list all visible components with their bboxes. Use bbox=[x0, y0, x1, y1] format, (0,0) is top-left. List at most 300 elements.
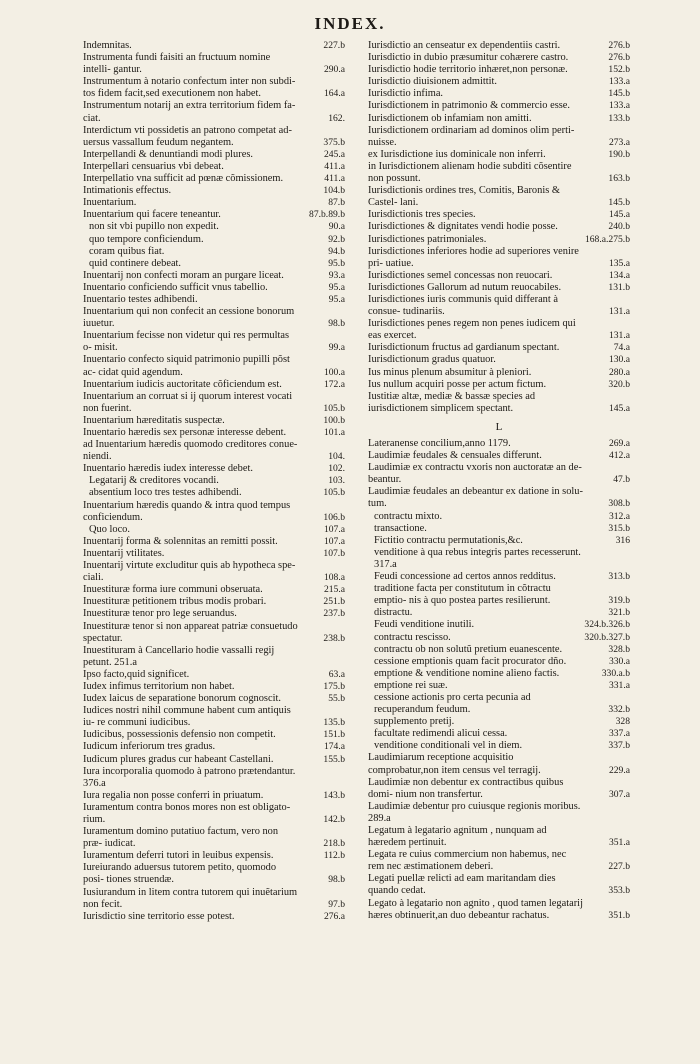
entry-text: Iura regalia non posse conferri in priuatum. bbox=[83, 789, 264, 801]
entry-text: cessione actionis pro certa pecunia ad recuperandum feudum. bbox=[374, 691, 531, 716]
page-reference: 145.b bbox=[608, 88, 630, 100]
index-entry bbox=[83, 584, 345, 596]
index-entry bbox=[83, 439, 345, 463]
page-reference: 218.b bbox=[323, 838, 345, 850]
index-entry bbox=[83, 246, 345, 258]
index-entry bbox=[83, 536, 345, 548]
page-reference: 101.a bbox=[323, 427, 345, 438]
page-reference: 315.b bbox=[608, 522, 630, 534]
index-entry bbox=[368, 801, 630, 825]
entry-text: Iurisdictionem in patrimonio & commercio esse. bbox=[368, 100, 570, 112]
entry-text: Inuentarij non confecti moram an purgare liceat. bbox=[83, 269, 284, 281]
page-reference: 330.a.b bbox=[601, 667, 630, 679]
page-reference: 168.a.275.b bbox=[584, 233, 630, 245]
entry-text: Legatarij & creditores vocandi. bbox=[89, 475, 219, 487]
index-entry bbox=[368, 825, 630, 849]
entry-text: ad Inuentarium hæredis quomodo creditores conue- niendi. bbox=[83, 439, 298, 463]
page-reference: 107.b bbox=[323, 547, 345, 559]
entry-text: non sit vbi pupillo non expedit. bbox=[89, 221, 219, 233]
page-reference: 320.b bbox=[608, 378, 630, 390]
page-reference: 106.b bbox=[323, 511, 345, 523]
page-reference: 130.a bbox=[608, 354, 630, 366]
page-reference: 175.b bbox=[323, 680, 345, 692]
index-entry bbox=[83, 887, 345, 911]
page-reference: 240.b bbox=[608, 221, 630, 233]
entry-text: Inuentario conficiendo sufficit vnus tabellio. bbox=[83, 281, 268, 293]
index-entry bbox=[83, 427, 345, 439]
index-entry bbox=[83, 282, 345, 294]
index-entry bbox=[368, 668, 630, 680]
entry-text: Ius nullum acquiri posse per actum fictum. bbox=[368, 378, 547, 390]
entry-text: Iurisdictionem ob infamiam non amitti. bbox=[368, 112, 532, 124]
entry-text: Ipso facto,quid significet. bbox=[83, 668, 190, 680]
entry-text: Inuentarij forma & solennitas an remitti possit. bbox=[83, 535, 278, 547]
page-reference: 328.b bbox=[608, 643, 630, 655]
page-reference: 55.b bbox=[328, 693, 345, 705]
index-entry bbox=[83, 802, 345, 826]
entry-text: Iurisdictiones inferiores hodie ad superiores venire pri- uatiue. bbox=[368, 245, 579, 269]
page-reference: 95.a bbox=[328, 281, 345, 293]
page-reference: 95.a bbox=[328, 293, 345, 305]
entry-text: Iurisdictiones & dignitates vendi hodie posse. bbox=[368, 221, 558, 233]
page-reference: 269.a bbox=[608, 438, 630, 449]
entry-text: Iudicum plures gradus cur habeant Castellani. bbox=[83, 753, 274, 765]
index-entry bbox=[83, 173, 345, 185]
index-entry bbox=[368, 113, 630, 125]
entry-text: Inuentarij virtute excluditur quis ab hypotheca spe- ciali. bbox=[83, 560, 296, 584]
page-reference: 290.a bbox=[323, 64, 345, 76]
page-reference: 102. bbox=[328, 463, 345, 475]
page-reference: 135.a bbox=[608, 257, 630, 269]
entry-text: Iudicum inferiorum tres gradus. bbox=[83, 741, 216, 753]
page-reference: 353.b bbox=[608, 885, 630, 897]
entry-text: Inuestituræ tenor si non appareat patriæ consuetudo spectatur. bbox=[83, 620, 298, 644]
page-reference: 174.a bbox=[323, 741, 345, 753]
index-entry bbox=[83, 306, 345, 330]
page-reference: 103. bbox=[328, 475, 345, 487]
page-reference: 95.b bbox=[328, 257, 345, 269]
page-reference: 98.b bbox=[328, 318, 345, 330]
page-reference: 411.a bbox=[324, 160, 345, 172]
page-reference: 100.a bbox=[323, 366, 345, 378]
index-entry bbox=[83, 500, 345, 524]
index-entry bbox=[368, 644, 630, 656]
index-entry bbox=[83, 766, 345, 790]
entry-text: venditione conditionali vel in diem. bbox=[374, 740, 523, 752]
index-entry bbox=[368, 752, 630, 776]
entry-text: Inuentarium hæreditatis suspectæ. bbox=[83, 414, 225, 426]
index-entry bbox=[83, 729, 345, 741]
entry-text: Iurisdictiones patrimoniales. bbox=[368, 233, 487, 245]
index-column-right bbox=[368, 40, 630, 922]
page-reference: 276.a bbox=[323, 910, 345, 922]
entry-text: Iustitiæ altæ, mediæ & bassæ species ad iurisdictionem simplicem spectant. bbox=[368, 390, 536, 414]
index-entry bbox=[83, 487, 345, 499]
entry-text: Iudicibus, possessionis defensio non competit. bbox=[83, 729, 276, 741]
page-reference: 131.a bbox=[608, 306, 630, 318]
index-entry bbox=[83, 100, 345, 124]
page-reference: 105.b bbox=[323, 487, 345, 499]
index-entry bbox=[83, 560, 345, 584]
index-entry bbox=[83, 693, 345, 705]
entry-text: Interpellandi & denuntiandi modi plures. bbox=[83, 148, 253, 160]
entry-text: Inuentario hæredis iudex interesse debet. bbox=[83, 463, 253, 475]
index-entry bbox=[368, 583, 630, 607]
index-entry bbox=[368, 680, 630, 692]
index-entry bbox=[368, 450, 630, 462]
page-reference: 330.a bbox=[608, 655, 630, 667]
page-reference: 134.a bbox=[608, 269, 630, 281]
index-entry bbox=[83, 705, 345, 729]
page-reference: 313.b bbox=[608, 571, 630, 583]
entry-text: Iurisdictiones penes regem non penes iudicem qui eas exercet. bbox=[368, 318, 576, 342]
entry-text: Inuentarium iudicis auctoritate cõficiendum est. bbox=[83, 378, 282, 390]
page-reference: 133.a bbox=[608, 100, 630, 112]
index-entry bbox=[368, 391, 630, 415]
section-letter: L bbox=[495, 420, 503, 433]
page-reference: 145.b bbox=[608, 197, 630, 209]
entry-text: Laudimiæ feudales an debeantur ex datione in solu- tum. bbox=[368, 486, 583, 510]
entry-text: facultate redimendi alicui cessa. bbox=[374, 728, 508, 740]
entry-text: Inuentarium. bbox=[83, 197, 137, 209]
index-entry bbox=[83, 548, 345, 560]
page-reference: 320.b.327.b bbox=[584, 631, 630, 643]
entry-text: Instrumentum notarij an extra territorium fidem fa- ciat. bbox=[83, 100, 296, 124]
index-entry bbox=[83, 669, 345, 681]
entry-text: Fictitio contractu permutationis,&c. bbox=[374, 534, 523, 546]
entry-text: Iudex laicus de separatione bonorum cognoscit. bbox=[83, 693, 281, 705]
page-reference: 142.b bbox=[323, 814, 345, 825]
page-reference: 133.b bbox=[608, 112, 630, 124]
index-entry bbox=[368, 88, 630, 100]
index-entry bbox=[83, 270, 345, 282]
page-reference: 99.a bbox=[328, 342, 345, 354]
index-entry bbox=[368, 619, 630, 631]
page-reference: 351.b bbox=[608, 909, 630, 921]
index-entry bbox=[83, 826, 345, 850]
entry-text: Legata re cuius commercium non habemus, nec rem nec æstimationem deberi. bbox=[368, 849, 567, 873]
page-reference: 104.b bbox=[323, 185, 345, 197]
index-entry bbox=[368, 76, 630, 88]
entry-text: Iureiurando aduersus tutorem petito, quomodo posi- tiones struendæ. bbox=[83, 862, 277, 886]
page-reference: 308.b bbox=[608, 498, 630, 510]
index-entry bbox=[368, 716, 630, 728]
entry-text: Iuramentum domino putatiuo factum, vero non præ- iudicat. bbox=[83, 826, 279, 850]
page-reference: 107.a bbox=[323, 523, 345, 535]
page-reference: 238.b bbox=[323, 632, 345, 644]
page-reference: 163.b bbox=[608, 173, 630, 185]
entry-text: Inuentarium fecisse non videtur qui res permultas o- misit. bbox=[83, 330, 290, 354]
page-reference: 162. bbox=[328, 112, 345, 124]
index-entry bbox=[83, 209, 345, 221]
page-reference: 227.b bbox=[323, 40, 345, 51]
entry-text: Iurisdictionem ordinariam ad dominos olim perti- nuisse. bbox=[368, 124, 575, 148]
index-entry bbox=[368, 873, 630, 897]
entry-text: Iusiurandum in litem contra tutorem qui inuẽtarium non fecit. bbox=[83, 886, 298, 910]
index-entry bbox=[83, 475, 345, 487]
index-entry bbox=[368, 486, 630, 510]
entry-text: Iurisdictiones semel concessas non reuocari. bbox=[368, 269, 553, 281]
page-reference: 316 bbox=[615, 534, 630, 546]
index-entry bbox=[83, 741, 345, 753]
entry-text: emptione rei suæ. bbox=[374, 679, 448, 691]
page-reference: 172.a bbox=[323, 378, 345, 390]
page-reference: 93.a bbox=[328, 269, 345, 281]
index-entry bbox=[368, 571, 630, 583]
index-entry bbox=[83, 379, 345, 391]
index-entry bbox=[368, 40, 630, 52]
index-entry bbox=[368, 379, 630, 391]
page-reference: 332.b bbox=[608, 704, 630, 716]
entry-text: coram quibus fiat. bbox=[89, 245, 165, 257]
page-reference: 331.a bbox=[608, 679, 630, 691]
entry-text: quo tempore conficiendum. bbox=[89, 233, 204, 245]
index-entry bbox=[83, 681, 345, 693]
index-entry bbox=[368, 64, 630, 76]
entry-text: Inuestituræ forma iure communi obseruata. bbox=[83, 584, 263, 596]
index-entry bbox=[83, 161, 345, 173]
page-reference: 98.b bbox=[328, 874, 345, 886]
index-entry bbox=[83, 125, 345, 149]
page-reference: 105.b bbox=[323, 402, 345, 414]
page-reference: 276.b bbox=[608, 52, 630, 64]
index-entry bbox=[368, 234, 630, 246]
entry-text: Legati puellæ relicti ad eam maritandam dies quando cedat. bbox=[368, 873, 556, 897]
index-entry bbox=[368, 100, 630, 112]
index-entry bbox=[83, 850, 345, 862]
index-entry bbox=[83, 911, 345, 923]
index-entry bbox=[368, 52, 630, 64]
entry-text: Iura incorporalia quomodo à patrono prætendantur. 376.a bbox=[83, 765, 296, 789]
entry-text: Laudimiæ debentur pro cuiusque regionis moribus. 289.a bbox=[368, 800, 581, 824]
page-reference: 280.a bbox=[608, 366, 630, 378]
entry-text: Intimationis effectus. bbox=[83, 185, 172, 197]
page-reference: 190.b bbox=[608, 148, 630, 160]
page-reference: 229.a bbox=[608, 764, 630, 776]
entry-text: Legato à legatario non agnito , quod tamen legatarij hæres obtinuerit,an duo debeantur rachatus. bbox=[368, 897, 583, 921]
page-reference: 107.a bbox=[323, 535, 345, 547]
page-reference: 152.b bbox=[608, 64, 630, 76]
index-entry bbox=[368, 523, 630, 535]
page-reference: 145.a bbox=[608, 209, 630, 221]
entry-text: Iurisdictiones iuris communis quid differant à consue- tudinariis. bbox=[368, 293, 558, 318]
page-reference: 245.a bbox=[323, 148, 345, 160]
page-reference: 47.b bbox=[613, 474, 630, 486]
index-entry bbox=[83, 608, 345, 620]
entry-text: Iurisdictionum fructus ad gardianum spectant. bbox=[368, 342, 560, 354]
index-entry bbox=[368, 342, 630, 354]
page-reference: 251.b bbox=[323, 596, 345, 608]
index-entry bbox=[83, 524, 345, 536]
entry-text: Iurisdictionis tres species. bbox=[368, 209, 476, 221]
index-entry bbox=[83, 754, 345, 766]
entry-text: venditione à qua rebus integris partes recesserunt. 317.a bbox=[374, 546, 581, 570]
page-reference: 324.b.326.b bbox=[584, 619, 630, 631]
entry-text: Inuentario confecto siquid patrimonio pupilli põst ac- cidat quid agendum. bbox=[83, 354, 290, 378]
index-entry bbox=[83, 330, 345, 354]
index-entry bbox=[368, 209, 630, 221]
page-reference: 155.b bbox=[323, 753, 345, 765]
entry-text: Laudimiæ feudales & censuales differunt. bbox=[368, 450, 542, 462]
index-entry bbox=[368, 535, 630, 547]
page-reference: 87.b bbox=[328, 197, 345, 209]
page-reference: 227.b bbox=[608, 861, 630, 873]
entry-text: Ius minus plenum absumitur à pleniori. bbox=[368, 366, 532, 378]
page-reference: 87.b.89.b bbox=[309, 209, 345, 221]
entry-text: absentium loco tres testes adhibendi. bbox=[89, 487, 242, 499]
entry-text: Inuentario hæredis sex personæ interesse debent. bbox=[83, 427, 287, 438]
index-entry bbox=[368, 849, 630, 873]
index-entry bbox=[368, 270, 630, 282]
entry-text: Inuentarij vtilitates. bbox=[83, 547, 165, 559]
page-reference: 328 bbox=[615, 716, 630, 728]
entry-text: Iurisdictio an censeatur ex dependentiis castri. bbox=[368, 40, 561, 51]
index-entry bbox=[83, 52, 345, 76]
page-reference: 375.b bbox=[323, 136, 345, 148]
entry-text: Iurisdictiones Gallorum ad nutum reuocabiles. bbox=[368, 281, 562, 293]
page-title: INDEX. bbox=[314, 14, 386, 33]
entry-text: Iuramentum deferri tutori in leuibus expensis. bbox=[83, 850, 274, 862]
entry-text: transactione. bbox=[374, 522, 427, 534]
entry-text: Inuentarium hæredis quando & intra quod tempus conficiendum. bbox=[83, 499, 291, 523]
page-reference: 90.a bbox=[328, 221, 345, 233]
index-entry bbox=[83, 197, 345, 209]
page-reference: 215.a bbox=[323, 584, 345, 596]
index-entry bbox=[368, 185, 630, 209]
index-entry bbox=[83, 294, 345, 306]
page-reference: 411.a bbox=[324, 173, 345, 185]
index-entry bbox=[83, 185, 345, 197]
entry-text: Inuentarium qui facere teneantur. bbox=[83, 209, 221, 221]
entry-text: contractu mixto. bbox=[374, 510, 443, 522]
page-reference: 131.b bbox=[608, 281, 630, 293]
page-reference: 276.b bbox=[608, 40, 630, 51]
index-entry bbox=[83, 596, 345, 608]
page-reference: 104. bbox=[328, 451, 345, 463]
index-entry bbox=[368, 547, 630, 571]
entry-text: Laudimiæ non debentur ex contractibus quibus domi- nium non transfertur. bbox=[368, 776, 564, 800]
page-reference: 108.a bbox=[323, 572, 345, 584]
index-entry bbox=[368, 367, 630, 379]
index-entry bbox=[368, 149, 630, 161]
index-entry bbox=[368, 632, 630, 644]
entry-text: Indemnitas. bbox=[83, 40, 132, 51]
index-entry bbox=[368, 728, 630, 740]
entry-text: Interpellari censuarius vbi debeat. bbox=[83, 160, 224, 172]
entry-text: Iurisdictio sine territorio esse potest. bbox=[83, 910, 235, 922]
index-entry bbox=[83, 76, 345, 100]
entry-text: emptione & venditione nomine alieno factis. bbox=[374, 667, 560, 679]
index-entry bbox=[83, 258, 345, 270]
entry-text: Inuentarium an corruat si ij quorum interest vocati non fuerint. bbox=[83, 390, 293, 414]
index-entry bbox=[368, 898, 630, 922]
entry-text: Laudimiæ ex contractu vxoris non auctoratæ an de- beantur. bbox=[368, 462, 582, 486]
entry-text: Feudi venditione inutili. bbox=[374, 619, 475, 631]
entry-text: Iurisdictio diuisionem admittit. bbox=[368, 76, 498, 88]
index-entry bbox=[368, 294, 630, 318]
index-entry bbox=[368, 511, 630, 523]
entry-text: ex Iurisdictione ius dominicale non inferri. bbox=[368, 148, 546, 160]
entry-text: supplemento pretij. bbox=[374, 716, 455, 728]
index-entry bbox=[368, 740, 630, 752]
page-reference: 321.b bbox=[608, 607, 630, 619]
entry-text: cessione emptionis quam facit procurator dño. bbox=[374, 655, 567, 667]
index-entry bbox=[368, 354, 630, 366]
index-entry bbox=[83, 221, 345, 233]
index-entry bbox=[368, 246, 630, 270]
entry-text: Iudices nostri nihil commune habent cum antiquis iu- re communi iudicibus. bbox=[83, 705, 291, 729]
entry-text: Instrumenta fundi faisiti an fructuum nomine intelli- gantur. bbox=[83, 52, 271, 76]
entry-text: distractu. bbox=[374, 607, 413, 619]
entry-text: Feudi concessione ad certos annos redditus. bbox=[374, 571, 556, 583]
entry-text: Interpellatio vna sufficit ad pœnæ cõmissionem. bbox=[83, 173, 284, 185]
index-entry bbox=[368, 692, 630, 716]
index-entry bbox=[83, 149, 345, 161]
page-reference: 131.a bbox=[608, 330, 630, 342]
entry-text: contractu rescisso. bbox=[374, 631, 451, 643]
index-entry bbox=[83, 40, 345, 52]
index-entry bbox=[83, 415, 345, 427]
entry-text: Instrumentum à notario confectum inter non subdi- tos fidem facit,sed executionem non habet. bbox=[83, 76, 296, 100]
index-entry bbox=[368, 438, 630, 450]
index-entry bbox=[368, 656, 630, 668]
index-entry bbox=[368, 462, 630, 486]
index-entry bbox=[368, 282, 630, 294]
page-reference: 92.b bbox=[328, 233, 345, 245]
page-reference: 143.b bbox=[323, 789, 345, 801]
page-reference: 319.b bbox=[608, 595, 630, 607]
entry-text: Iurisdictio in dubio præsumitur cohærere castro. bbox=[368, 52, 569, 64]
entry-text: Inuentarium qui non confecit an cessione bonorum iuuetur. bbox=[83, 306, 295, 330]
entry-text: Laudimiarum receptione acquisitio comprobatur,non item census vel terragij. bbox=[368, 752, 541, 776]
index-entry bbox=[368, 125, 630, 149]
entry-text: Inuestituræ petitionem tribus modis probari. bbox=[83, 596, 267, 608]
index-entry bbox=[368, 607, 630, 619]
page-reference: 312.a bbox=[608, 510, 630, 522]
entry-text: Inuentario testes adhibendi. bbox=[83, 293, 198, 305]
entry-text: Quo loco. bbox=[89, 523, 130, 535]
page-reference: 97.b bbox=[328, 898, 345, 910]
entry-text: Iurisdictio hodie territorio inhæret,non personæ. bbox=[368, 64, 568, 76]
entry-text: Iurisdictio infima. bbox=[368, 88, 444, 100]
index-entry bbox=[83, 354, 345, 378]
entry-text: Interdictum vti possidetis an patrono competat ad- uersus vassallum feudum negantem. bbox=[83, 124, 292, 148]
page-reference: 145.a bbox=[608, 402, 630, 414]
page-reference: 94.b bbox=[328, 245, 345, 257]
index-entry bbox=[83, 234, 345, 246]
entry-text: Inuestituræ tenor pro lege seruandus. bbox=[83, 608, 237, 620]
index-entry bbox=[368, 777, 630, 801]
page-reference: 133.a bbox=[608, 76, 630, 88]
page-reference: 307.a bbox=[608, 788, 630, 800]
page-reference: 412.a bbox=[608, 450, 630, 462]
index-entry bbox=[368, 161, 630, 185]
page-reference: 337.b bbox=[608, 740, 630, 752]
page-reference: 164.a bbox=[323, 88, 345, 100]
entry-text: in Iurisdictionem alienam hodie subditi cõsentire non possunt. bbox=[368, 160, 572, 185]
entry-text: contractu ob non solutũ pretium euanescente. bbox=[374, 643, 563, 655]
entry-text: Lateranense concilium,anno 1179. bbox=[368, 438, 511, 449]
entry-text: Iurisdictionum gradus quatuor. bbox=[368, 354, 496, 366]
entry-text: Iuramentum contra bonos mores non est obligato- rium. bbox=[83, 801, 291, 825]
page-reference: 151.b bbox=[323, 729, 345, 741]
index-entry bbox=[83, 391, 345, 415]
index-entry bbox=[83, 621, 345, 645]
page-reference: 351.a bbox=[608, 837, 630, 849]
page-reference: 237.b bbox=[323, 608, 345, 620]
index-entry bbox=[368, 221, 630, 233]
page-reference: 135.b bbox=[323, 717, 345, 729]
